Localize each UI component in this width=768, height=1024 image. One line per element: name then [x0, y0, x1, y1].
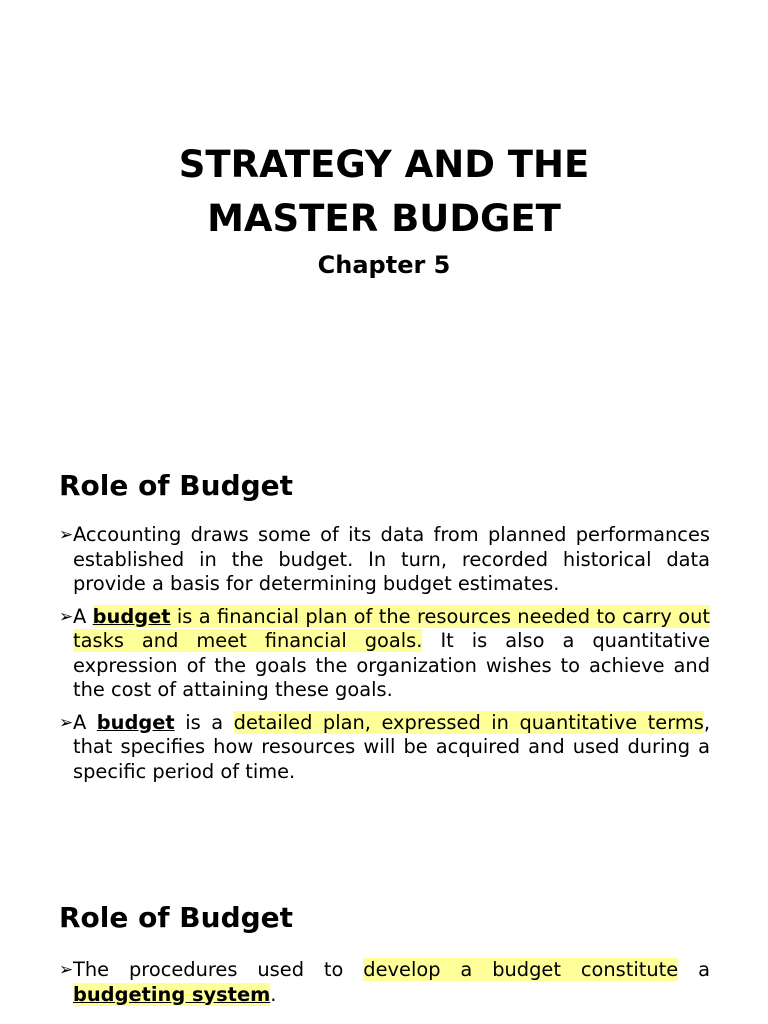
section-1-bullets [59, 523, 710, 792]
bullet-2-pre: A [73, 604, 93, 628]
bullet-4-mid: a [678, 958, 710, 981]
bullet-3-pre: A [73, 710, 97, 734]
term-budget: budget [92, 604, 171, 628]
bullet-arrow-icon: ➢ [59, 712, 74, 733]
bullet-arrow-icon: ➢ [59, 960, 74, 980]
bullet-3-mid: is a [174, 710, 234, 734]
title-block [0, 138, 768, 280]
bullet-2-highlight: is a financial plan of the resources needed to carry out tasks and meet financial goals. [73, 604, 710, 652]
bullet-3-highlight: detailed plan, expressed in quantitative terms [233, 710, 704, 734]
bullet-2-text [73, 605, 710, 703]
bullet-4-text [73, 958, 710, 1007]
chapter-subtitle: Chapter 5 [317, 251, 451, 279]
section-heading-1: Role of Budget [59, 469, 294, 502]
bullet-1-text [73, 523, 710, 597]
bullet-3-text [73, 711, 710, 785]
bullet-4-pre: The procedures used to [73, 958, 364, 981]
bullet-arrow-icon: ➢ [59, 525, 74, 545]
bullet-1 [59, 523, 710, 597]
section-2-bullets [59, 958, 710, 1015]
bullet-4-highlight: develop a budget constitute [363, 958, 679, 981]
bullet-4-post: . [270, 982, 277, 1006]
bullet-3 [59, 711, 710, 785]
term-budgeting-system: budgeting system [73, 982, 271, 1006]
term-budget: budget [96, 710, 175, 734]
title-line-2: MASTER BUDGET [207, 197, 561, 240]
bullet-3-post: , that specifies how resources will be acquired and used during a specific period of time. [73, 710, 710, 783]
bullet-1-body: Accounting draws some of its data from planned performances established in the budget. In turn, recorded historical data provide a basis for determining budget estimates. [73, 523, 710, 595]
bullet-arrow-icon: ➢ [59, 606, 74, 627]
section-heading-2: Role of Budget [59, 901, 294, 934]
bullet-2-post: It is also a quantitative expression of the goals the organization wishes to achieve and the cost of attaining these goals. [73, 629, 711, 701]
title-line-1: STRATEGY AND THE [178, 143, 590, 186]
bullet-4 [59, 958, 710, 1007]
bullet-2 [59, 605, 710, 703]
